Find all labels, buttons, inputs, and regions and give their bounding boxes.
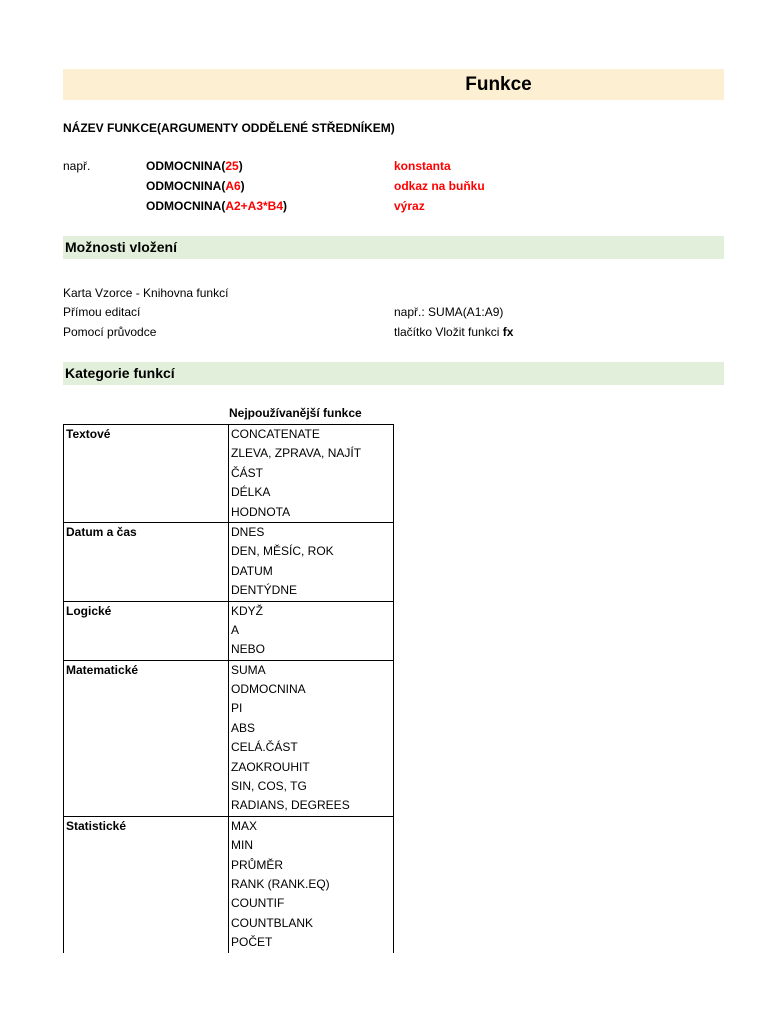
function-name: DNES [231, 524, 265, 539]
function-name: ZLEVA, ZPRAVA, NAJÍT [231, 446, 362, 461]
function-name: HODNOTA [231, 504, 291, 519]
table-row [64, 601, 394, 660]
column-header: Nejpoužívanější funkce [229, 406, 362, 420]
function-name: DEN, MĚSÍC, ROK [231, 544, 334, 559]
insert-section-band [63, 236, 724, 259]
category-cell [64, 601, 229, 660]
syntax-heading: NÁZEV FUNKCE(ARGUMENTY ODDĚLENÉ STŘEDNÍKEM) [63, 121, 395, 135]
categories-table [63, 424, 394, 953]
function-name: ABS [231, 720, 256, 735]
function-name: ZAOKROUHIT [231, 759, 310, 774]
function-name: CONCATENATE [231, 427, 320, 441]
functions-cell [229, 660, 394, 816]
example-formula: ODMOCNINA(A6) [146, 179, 245, 193]
example-note: výraz [394, 199, 425, 213]
insert-option-example: tlačítko Vložit funkci fx [394, 325, 514, 339]
insert-option-example: např.: SUMA(A1:A9) [394, 305, 504, 319]
example-formula: ODMOCNINA(A2+A3*B4) [146, 199, 288, 213]
function-name: DATUM [231, 563, 273, 578]
category-cell [64, 522, 229, 601]
example-note: konstanta [394, 159, 451, 173]
category-cell [64, 660, 229, 816]
category-label: Matematické [66, 662, 139, 677]
table-row [64, 522, 394, 601]
function-name: DENTÝDNE [231, 583, 298, 598]
function-name: PRŮMĚR [231, 857, 284, 872]
function-name: NEBO [231, 642, 266, 657]
table-row [64, 425, 394, 523]
table-row [64, 816, 394, 952]
function-name: POČET [231, 935, 273, 950]
function-name: MIN [231, 838, 253, 853]
function-name: RADIANS, DEGREES [231, 798, 350, 813]
example-note: odkaz na buňku [394, 179, 485, 193]
page-title: Funkce [465, 74, 532, 95]
function-name: CELÁ.ČÁST [231, 740, 298, 755]
example-formula: ODMOCNINA(25) [146, 159, 243, 173]
function-name: SIN, COS, TG [231, 779, 307, 794]
function-name: SUMA [231, 662, 266, 677]
table-row [64, 660, 394, 816]
category-label: Textové [66, 427, 111, 441]
section-heading: Možnosti vložení [65, 239, 177, 255]
section-heading: Kategorie funkcí [65, 365, 175, 381]
category-cell [64, 816, 229, 952]
functions-cell [229, 522, 394, 601]
fx-label: fx [502, 325, 514, 339]
categories-section-band [63, 362, 724, 385]
function-name: RANK (RANK.EQ) [231, 876, 330, 891]
insert-option: Pomocí průvodce [63, 325, 157, 339]
category-label: Datum a čas [66, 524, 137, 539]
function-name: COUNTBLANK [231, 915, 314, 930]
function-name: ČÁST [231, 465, 264, 480]
category-label: Logické [66, 603, 112, 618]
insert-option: Přímou editací [63, 305, 141, 319]
functions-cell [229, 425, 394, 523]
function-name: DÉLKA [231, 485, 271, 500]
function-name: ODMOCNINA [231, 682, 306, 697]
title-band [63, 69, 724, 100]
function-name: A [231, 622, 240, 637]
examples-prefix: např. [63, 159, 91, 173]
functions-cell [229, 816, 394, 952]
insert-option: Karta Vzorce - Knihovna funkcí [63, 286, 229, 300]
function-name: MAX [231, 818, 258, 833]
category-cell [64, 425, 229, 523]
category-label: Statistické [66, 818, 127, 833]
functions-cell [229, 601, 394, 660]
function-name: KDYŽ [231, 603, 264, 618]
function-name: COUNTIF [231, 896, 285, 911]
function-name: PI [231, 701, 243, 716]
